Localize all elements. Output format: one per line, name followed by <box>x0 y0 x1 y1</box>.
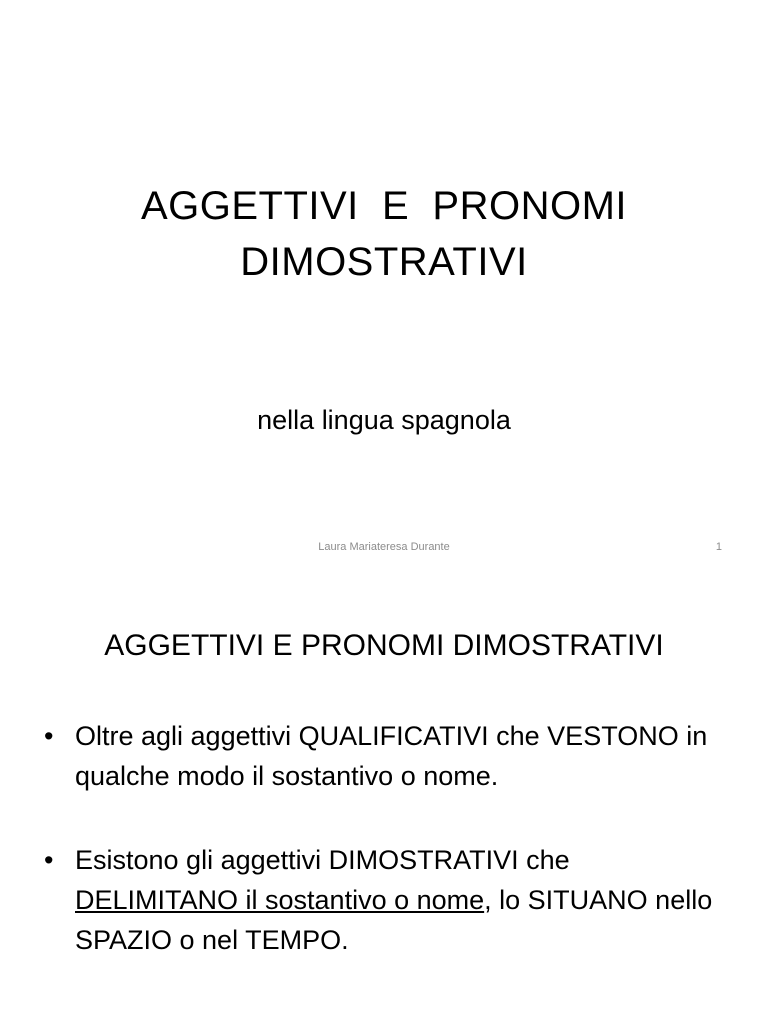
slide-2 <box>0 576 768 1024</box>
slide-2-title: AGGETTIVI E PRONOMI DIMOSTRATIVI <box>104 629 664 662</box>
slide-1-title <box>0 178 768 290</box>
slide-page-number: 1 <box>715 541 722 553</box>
bullet-icon: • <box>44 721 54 751</box>
slide-1-title-line-2: DIMOSTRATIVI <box>240 240 528 284</box>
bullet-text-underlined: DELIMITANO il sostantivo o nome <box>75 885 485 915</box>
bullet-text <box>75 845 712 955</box>
bullet-text-end: , lo SITUANO nello SPAZIO o nel TEMPO. <box>75 885 713 955</box>
bullet-item <box>44 840 734 960</box>
bullet-item <box>44 716 734 796</box>
bullet-text: Oltre agli aggettivi QUALIFICATIVI che VESTONO in qualche modo il sostantivo o nome. <box>75 721 708 791</box>
slide-1-title-line-1: AGGETTIVI E PRONOMI <box>140 184 628 228</box>
bullet-icon: • <box>44 845 54 875</box>
slide-footer-author: Laura Mariateresa Durante <box>318 541 450 553</box>
bullet-text-start: Esistono gli aggettivi DIMOSTRATIVI che <box>75 845 570 875</box>
bullet-list <box>44 716 734 960</box>
slide-1-subtitle: nella lingua spagnola <box>257 405 511 435</box>
